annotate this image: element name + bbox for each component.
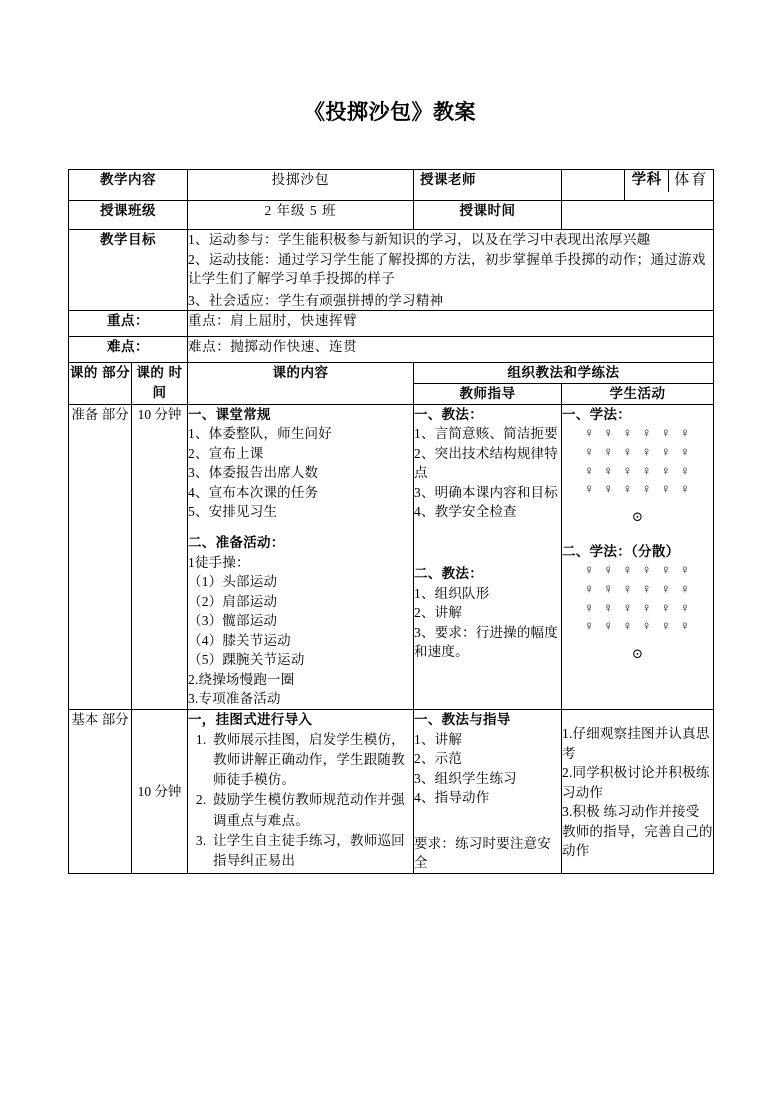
section-time-basic-line1: 10 [137, 783, 152, 799]
basic-teacher-heading: 一、教法与指导 [414, 712, 511, 727]
value-teaching-content: 投掷沙包 [188, 170, 414, 201]
prep-content-line: 2、宣布上课 [188, 445, 264, 461]
table-row-nandian [69, 337, 714, 363]
value-lesson-time [562, 201, 714, 230]
objective-item-1: 1、运动参与：学生能积极参与新知识的学习，以及在学习中表现出浓厚兴趣 [188, 232, 651, 248]
label-zhongdian: 重点： [69, 311, 188, 337]
header-method-group: 组织教法和学练法 [414, 363, 714, 384]
prep-content-line: 1徒手操： [188, 554, 250, 570]
section-time-preparation [132, 404, 188, 709]
formation-row: ♀ ♀ ♀ ♀ ♀ ♀ [584, 618, 693, 634]
basic-content-list [188, 730, 413, 872]
header-course-time-line2: 时间 [152, 365, 183, 400]
prep-teacher-line: 1、言简意赅、简洁扼要 [414, 426, 558, 442]
label-lesson-time: 授课时间 [414, 201, 562, 230]
value-zhongdian: 重点：肩上屈肘，快速挥臂 [188, 311, 714, 337]
section-time-preparation-line1: 10 [137, 406, 152, 422]
table-row-section-preparation [69, 404, 714, 709]
header-course-content: 课的内容 [188, 363, 414, 404]
formation-row: ♀ ♀ ♀ ♀ ♀ ♀ [584, 580, 693, 596]
objectives-cell [188, 230, 714, 311]
page-title: 《投掷沙包》教案 [304, 101, 476, 124]
content-spacer [188, 522, 413, 533]
prep-content-heading-1: 一、课堂常规 [188, 406, 271, 422]
preparation-teacher-cell [414, 404, 562, 709]
prep-student-heading-2: 二、学法：（分散） [562, 543, 680, 559]
basic-student-line: 1.仔细观察挂图并认真思考 [562, 726, 710, 761]
lesson-plan-table [68, 169, 714, 874]
list-item: 3. 让学生自主徒手练习，教师巡回指导纠正易出 [210, 831, 413, 872]
basic-teacher-cell [414, 710, 562, 874]
prep-content-line: （2）肩部运动 [188, 593, 278, 609]
prep-teacher-line: 2、讲解 [414, 605, 463, 621]
prep-teacher-line: 3、要求：行进操的幅度和速度。 [414, 624, 558, 660]
formation-row: ♀ ♀ ♀ ♀ ♀ ♀ [584, 562, 693, 578]
section-time-basic-line2: 分钟 [154, 783, 182, 799]
basic-student-line: 2.同学积极讨论并积极练习动作 [562, 765, 710, 800]
prep-teacher-line: 2、突出技术结构规律特点 [414, 445, 558, 481]
formation-diagram-1 [562, 424, 713, 499]
prep-content-line: （1）头部运动 [188, 574, 278, 590]
prep-teacher-line: 3、明确本课内容和目标 [414, 484, 558, 500]
prep-content-line: （5）踝腕关节运动 [188, 652, 305, 668]
teacher-note-spacer [414, 808, 561, 834]
label-teaching-content: 教学内容 [69, 170, 188, 201]
preparation-content-cell [188, 404, 414, 709]
header-course-time [132, 363, 188, 404]
value-teacher [562, 170, 624, 200]
label-class: 授课班级 [69, 201, 188, 230]
objective-item-3: 3、社会适应：学生有顽强拼搏的学习精神 [188, 292, 444, 308]
section-time-preparation-line2: 分钟 [154, 406, 182, 422]
prep-content-line: 3、体委报告出席人数 [188, 465, 319, 481]
header-course-part-line2: 部分 [102, 365, 131, 381]
table-row-zhongdian [69, 311, 714, 337]
section-part-preparation-line1: 准备 [71, 406, 99, 422]
formation-row: ♀ ♀ ♀ ♀ ♀ ♀ [584, 462, 693, 478]
section-part-basic [69, 710, 132, 874]
formation-row: ♀ ♀ ♀ ♀ ♀ ♀ [584, 599, 693, 615]
prep-teacher-heading-2: 二、教法： [414, 565, 483, 581]
basic-teacher-line: 3、组织学生练习 [414, 770, 517, 786]
prep-content-heading-2: 二、准备活动： [188, 534, 285, 550]
formation-diagram-2 [562, 561, 713, 636]
value-nandian: 难点：抛掷动作快速、连贯 [188, 337, 714, 363]
label-subject: 学科 [625, 170, 669, 192]
header-course-part [69, 363, 132, 404]
label-objectives: 教学目标 [69, 230, 188, 311]
prep-content-line: 2.绕操场慢跑一圈 [188, 671, 295, 687]
basic-student-cell [562, 710, 714, 874]
prep-teacher-line: 1、组织队形 [414, 585, 490, 601]
prep-content-line: 3.专项准备活动 [188, 691, 281, 707]
table-row-section-basic [69, 710, 714, 874]
prep-content-line: （3）髋部运动 [188, 613, 278, 629]
header-student-activity: 学生活动 [562, 384, 714, 405]
formation-row: ♀ ♀ ♀ ♀ ♀ ♀ [584, 443, 693, 459]
basic-student-line: 3.积极 练习动作并接受教师的指导，完善自己的动作 [562, 804, 713, 859]
formation-row: ♀ ♀ ♀ ♀ ♀ ♀ [584, 425, 693, 441]
header-teacher-guide: 教师指导 [414, 384, 562, 405]
prep-teacher-heading-1: 一、教法： [414, 406, 483, 422]
table-row-info-1 [69, 170, 714, 201]
section-part-basic-line2: 部分 [101, 712, 129, 727]
teacher-spacer [414, 522, 561, 564]
prep-content-line: 5、安排见习生 [188, 504, 278, 520]
section-part-basic-line1: 基本 [71, 712, 99, 727]
list-item: 1. 教师展示挂图，启发学生模仿，教师讲解正确动作，学生跟随教师徒手模仿。 [210, 730, 413, 791]
prep-content-line: （4）膝关节运动 [188, 632, 291, 648]
header-course-time-line1: 课的 [136, 365, 165, 381]
table-row-info-2 [69, 201, 714, 230]
basic-teacher-line: 1、讲解 [414, 731, 463, 747]
prep-content-line: 1、体委整队，师生问好 [188, 426, 332, 442]
table-row-objectives [69, 230, 714, 311]
list-item: 2. 鼓励学生模仿教师规范动作并强调重点与难点。 [210, 790, 413, 831]
basic-teacher-line: 2、示范 [414, 751, 463, 767]
prep-student-heading-1: 一、学法： [562, 406, 631, 422]
label-nandian: 难点： [69, 337, 188, 363]
teacher-position-icon: ⊙ [631, 509, 644, 525]
table-row-headers-top [69, 363, 714, 384]
preparation-student-cell [562, 404, 714, 709]
value-teacher-wrap [562, 170, 714, 201]
section-part-preparation [69, 404, 132, 709]
basic-teacher-line: 4、指导动作 [414, 790, 490, 806]
basic-content-cell [188, 710, 414, 874]
value-class: 2 年级 5 班 [188, 201, 414, 230]
formation-row: ♀ ♀ ♀ ♀ ♀ ♀ [584, 481, 693, 497]
section-time-basic [132, 710, 188, 874]
header-course-part-line1: 课的 [69, 365, 98, 381]
basic-content-heading: 一，挂图式进行导入 [188, 712, 313, 727]
prep-content-line: 4、宣布本次课的任务 [188, 484, 319, 500]
basic-teacher-note: 要求：练习时要注意安全 [414, 835, 551, 871]
prep-teacher-line: 4、教学安全检查 [414, 504, 517, 520]
section-part-preparation-line2: 部分 [101, 406, 129, 422]
value-subject: 体育 [674, 172, 709, 189]
label-teacher: 授课老师 [414, 170, 562, 201]
objective-item-2: 2、运动技能：通过学习学生能了解投掷的方法，初步掌握单手投掷的动作；通过游戏让学生们了解学习单手投掷的样子 [188, 251, 706, 287]
teacher-position-icon: ⊙ [631, 646, 644, 662]
student-block-spacer [562, 527, 713, 542]
